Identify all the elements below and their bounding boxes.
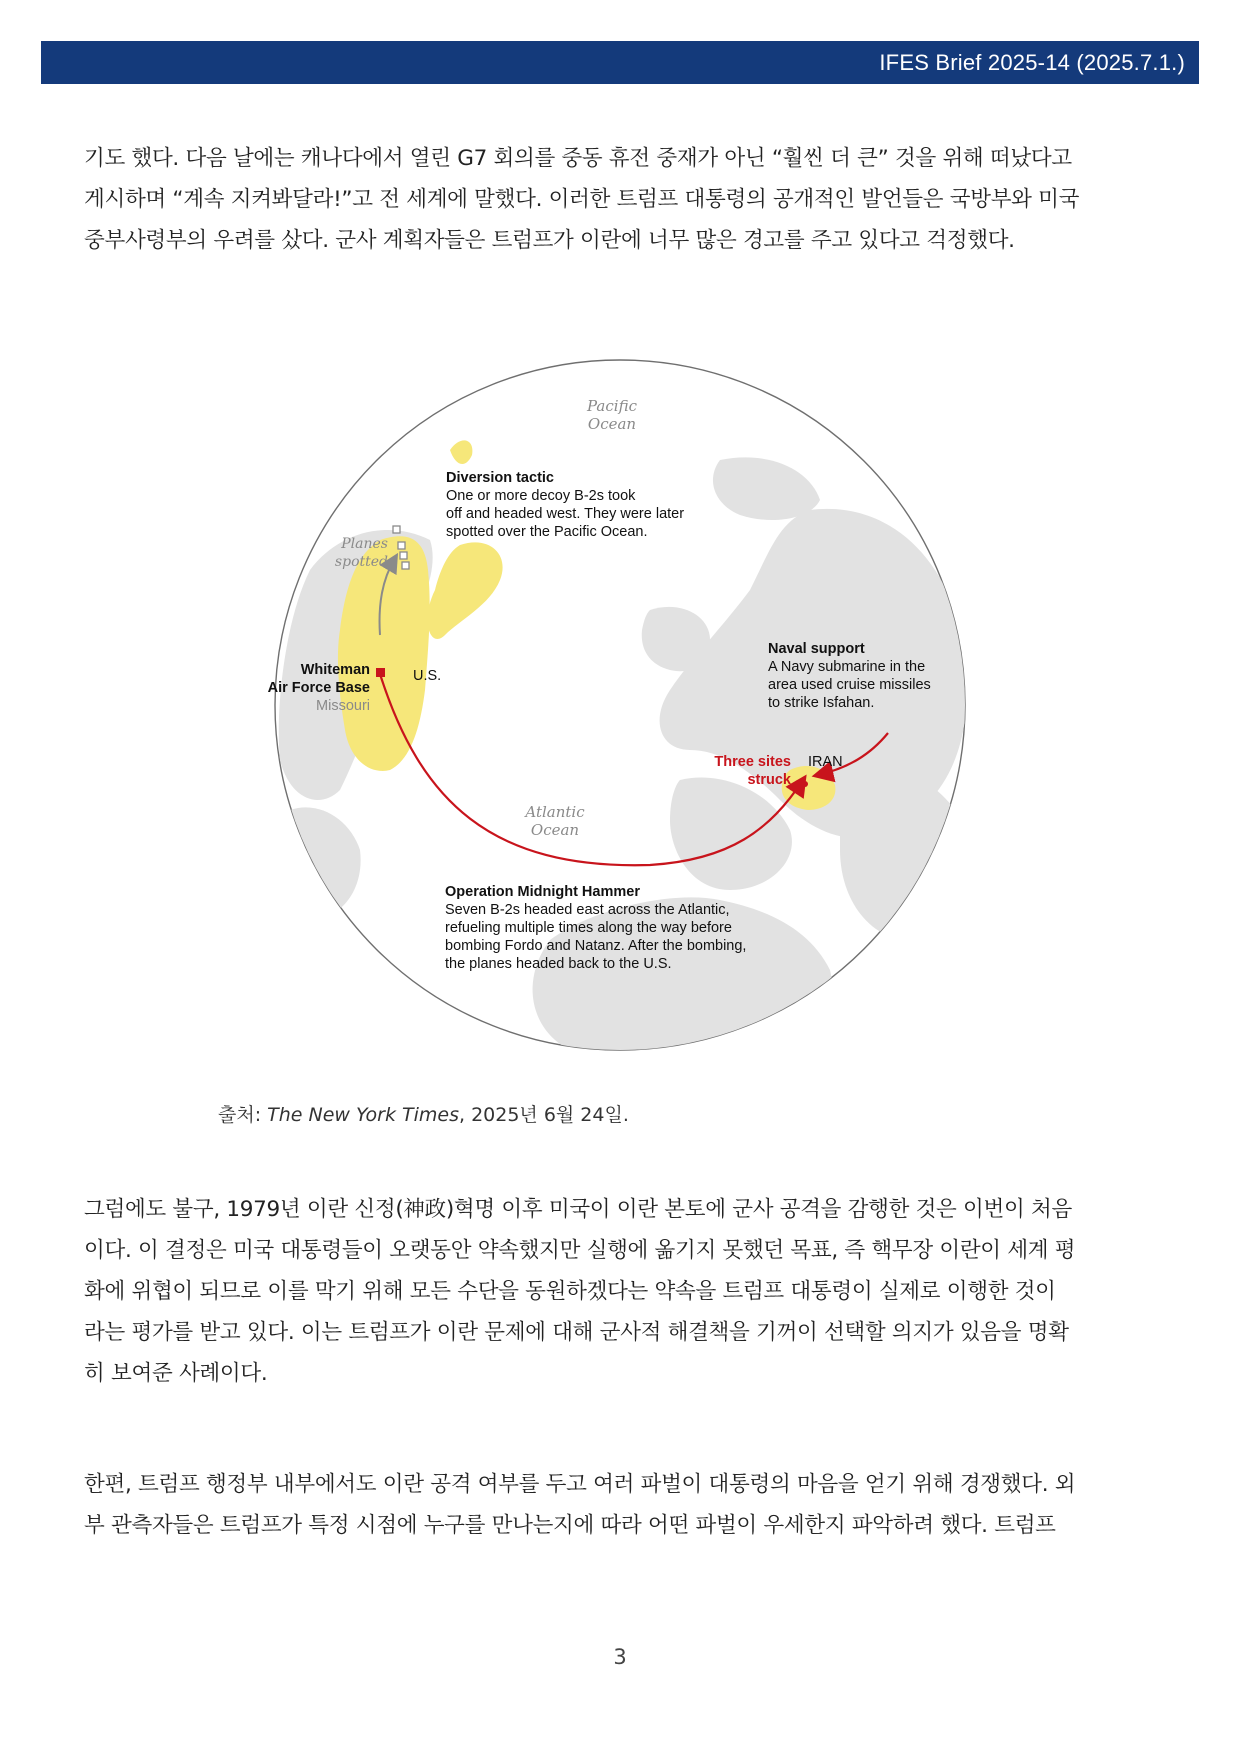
diversion-line: One or more decoy B-2s took (446, 488, 636, 504)
figure-caption (218, 1100, 629, 1127)
paragraph-line: 게시하며 “계속 지켜봐달라!”고 전 세계에 말했다. 이러한 트럼프 대통령의 공개적인 발언들은 국방부와 미국 (84, 187, 1080, 212)
planes-spotted-label: Planes (341, 536, 388, 552)
base-label: Whiteman (300, 662, 370, 678)
atlantic-label: Ocean (530, 821, 580, 839)
paragraph-2 (84, 1189, 1160, 1394)
operation-line: Seven B-2s headed east across the Atlantic, (445, 902, 730, 918)
caption-prefix: 출처: (218, 1104, 268, 1126)
polar-map-figure (250, 330, 990, 1080)
strike-site-marker (802, 781, 808, 787)
paragraph-line: 라는 평가를 받고 있다. 이는 트럼프가 이란 문제에 대해 군사적 해결책을 기꺼이 선택할 의지가 있음을 명확 (84, 1320, 1069, 1345)
paragraph-line: 중부사령부의 우려를 샀다. 군사 계획자들은 트럼프가 이란에 너무 많은 경고를 주고 있다고 걱정했다. (84, 228, 1015, 253)
paragraph-3 (84, 1464, 1160, 1546)
three-sites-label: struck (747, 772, 791, 788)
naval-line: to strike Isfahan. (768, 695, 875, 711)
operation-title: Operation Midnight Hammer (445, 884, 640, 900)
pacific-label: Pacific (587, 397, 637, 415)
paragraph-1 (84, 138, 1160, 261)
strike-site-marker (795, 780, 801, 786)
paragraph-line: 히 보여준 사례이다. (84, 1361, 268, 1386)
diversion-title: Diversion tactic (446, 470, 554, 486)
caption-source: The New York Times (267, 1104, 459, 1126)
paragraph-line: 화에 위협이 되므로 이를 막기 위해 모든 수단을 동원하겠다는 약속을 트럼프 대통령이 실제로 이행한 것이 (84, 1279, 1056, 1304)
operation-line: refueling multiple times along the way before (445, 920, 732, 936)
spotted-marker (393, 526, 400, 533)
missouri-label: Missouri (316, 698, 370, 714)
naval-line: A Navy submarine in the (768, 659, 926, 675)
iran-label: IRAN (808, 754, 843, 770)
base-label: Air Force Base (267, 680, 370, 696)
page-number: 3 (613, 1645, 627, 1669)
header-bar (41, 41, 1199, 84)
paragraph-line: 한편, 트럼프 행정부 내부에서도 이란 공격 여부를 두고 여러 파벌이 대통령의 마음을 얻기 위해 경쟁했다. 외 (84, 1472, 1076, 1497)
spotted-marker (398, 542, 405, 549)
paragraph-line: 기도 했다. 다음 날에는 캐나다에서 열린 G7 회의를 중동 휴전 중재가 아닌 “훨씬 더 큰” 것을 위해 떠났다고 (84, 146, 1072, 171)
operation-line: bombing Fordo and Natanz. After the bombing, (445, 938, 747, 954)
polar-map (250, 330, 990, 1080)
planes-spotted-label: spotted (334, 554, 388, 570)
spotted-marker (402, 562, 409, 569)
spotted-marker (400, 552, 407, 559)
atlantic-label: Atlantic (525, 803, 585, 821)
three-sites-label: Three sites (714, 754, 791, 770)
naval-title: Naval support (768, 641, 865, 657)
pacific-label: Ocean (587, 415, 637, 433)
us-label: U.S. (413, 668, 442, 684)
paragraph-line: 이다. 이 결정은 미국 대통령들이 오랫동안 약속했지만 실행에 옮기지 못했던 목표, 즉 핵무장 이란이 세계 평 (84, 1238, 1076, 1263)
header-title: IFES Brief 2025-14 (2025.7.1.) (879, 50, 1185, 75)
operation-line: the planes headed back to the U.S. (445, 956, 672, 972)
caption-suffix: , 2025년 6월 24일. (459, 1104, 629, 1126)
paragraph-line: 부 관측자들은 트럼프가 특정 시점에 누구를 만나는지에 따라 어떤 파벌이 우세한지 파악하려 했다. 트럼프 (84, 1513, 1056, 1538)
naval-line: area used cruise missiles (768, 677, 931, 693)
diversion-line: off and headed west. They were later (446, 506, 685, 522)
paragraph-line: 그럼에도 불구, 1979년 이란 신정(神政)혁명 이후 미국이 이란 본토에 군사 공격을 감행한 것은 이번이 처음 (84, 1197, 1072, 1222)
diversion-line: spotted over the Pacific Ocean. (446, 524, 648, 540)
base-marker (376, 668, 385, 677)
